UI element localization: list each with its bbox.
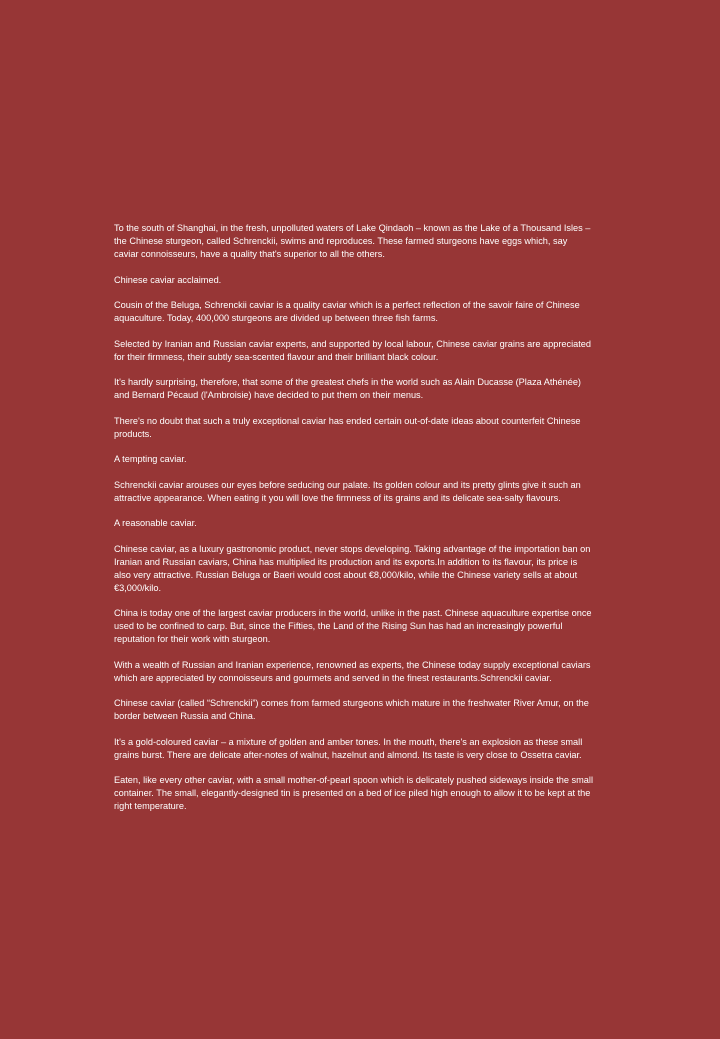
paragraph-eaten-with-spoon: Eaten, like every other caviar, with a small mother-of-pearl spoon which is delicately pushed sideways inside the small container. The small, elegantly-designed tin is presented on a bed of ice piled high enough to allow it to be kept at the right temperature. bbox=[114, 775, 593, 811]
paragraph-no-doubt: There's no doubt that such a truly exceptional caviar has ended certain out-of-date ideas about counterfeit Chinese products. bbox=[114, 415, 581, 439]
article-body bbox=[114, 222, 594, 813]
paragraph-arouses-eyes: Schrenckii caviar arouses our eyes before seducing our palate. Its golden colour and its pretty glints give it such an attractive appearance. When eating it you will love the firmness of its grains and its delicate sea-salty flavours. bbox=[114, 479, 581, 503]
paragraph-gold-coloured: It's a gold-coloured caviar – a mixture of golden and amber tones. In the mouth, there's an explosion as these small grains burst. There are delicate after-notes of walnut, hazelnut and almond. Its taste is very close to Ossetra caviar. bbox=[114, 736, 583, 760]
paragraph-selected-by-experts: Selected by Iranian and Russian caviar experts, and supported by local labour, Chinese caviar grains are appreciated for their firmness, their subtly sea-scented flavour and their brilliant black colour. bbox=[114, 338, 592, 362]
paragraph-largest-producers: China is today one of the largest caviar producers in the world, unlike in the past. Chinese aquaculture expertise once used to be confined to carp. But, since the Fifties, the Land of the Rising Sun has had an increasingly powerful reputation for their work with sturgeon. bbox=[114, 608, 592, 644]
paragraph-luxury-product: Chinese caviar, as a luxury gastronomic product, never stops developing. Taking advantage of the importation ban on Iranian and Russian caviars, China has multiplied its production and its exports.In addition to its flavour, its price is also very attractive. Russian Beluga or Baeri would cost about €8,000/kilo, while the Chinese variety sells at about €3,000/kilo. bbox=[114, 543, 591, 593]
heading-chinese-caviar-acclaimed: Chinese caviar acclaimed. bbox=[114, 274, 222, 285]
paragraph-cousin-of-beluga: Cousin of the Beluga, Schrenckii caviar is a quality caviar which is a perfect reflection of the savoir faire of Chinese aquaculture. Today, 400,000 sturgeons are divided up between three fish farms. bbox=[114, 300, 580, 323]
heading-tempting-caviar: A tempting caviar. bbox=[114, 454, 187, 464]
paragraph-called-schrenckii: Chinese caviar (called “Schrenckii”) comes from farmed sturgeons which mature in the freshwater River Amur, on the border between Russia and China. bbox=[114, 698, 589, 721]
paragraph-intro: To the south of Shanghai, in the fresh, unpolluted waters of Lake Qindaoh – known as the Lake of a Thousand Isles – the Chinese sturgeon, called Schrenckii, swims and reproduces. These farmed sturgeons have eggs which, say caviar connoisseurs, have a quality that's superior to all the others. bbox=[114, 223, 591, 259]
heading-reasonable-caviar: A reasonable caviar. bbox=[114, 518, 197, 528]
paragraph-greatest-chefs: It's hardly surprising, therefore, that some of the greatest chefs in the world such as Alain Ducasse (Plaza Athénée) and Bernard Pécaud (l'Ambroisie) have decided to put them on their menus. bbox=[114, 377, 581, 400]
paragraph-wealth-of-experience: With a wealth of Russian and Iranian experience, renowned as experts, the Chinese today supply exceptional caviars which are appreciated by connoisseurs and gourmets and served in the finest restaurants.Schrenckii caviar. bbox=[114, 659, 591, 683]
